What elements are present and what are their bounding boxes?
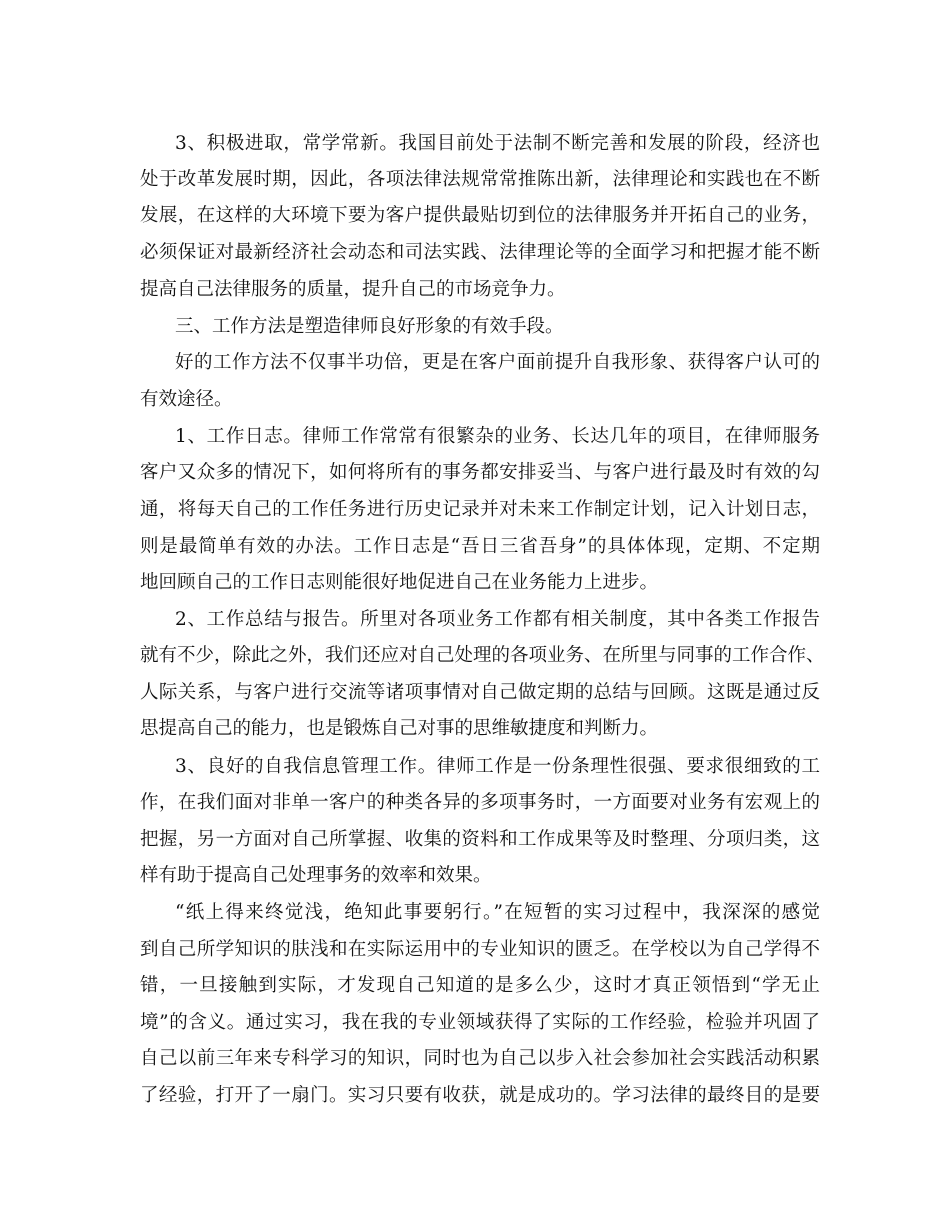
paragraph-line: 3、积极进取，常学常新。我国目前处于法制不断完善和发展的阶段，经济也	[175, 133, 820, 154]
paragraph-line: 有效途径。	[140, 389, 233, 410]
section-heading: 三、工作方法是塑造律师良好形象的有效手段。	[175, 316, 564, 337]
paragraph-line: “纸上得来终觉浅，绝知此事要躬行。”在短暂的实习过程中，我深深的感觉	[175, 902, 820, 923]
paragraph-line: 地回顾自己的工作日志则能很好地促进自己在业务能力上进步。	[140, 572, 659, 593]
paragraph-line: 好的工作方法不仅事半功倍，更是在客户面前提升自我形象、获得客户认可的	[175, 352, 820, 373]
paragraph-line: 通，将每天自己的工作任务进行历史记录并对未来工作制定计划，记入计划日志，	[140, 499, 820, 520]
paragraph-line: 人际关系，与客户进行交流等诸项事情对自己做定期的总结与回顾。这既是通过反	[140, 682, 820, 703]
paragraph-line: 3、良好的自我信息管理工作。律师工作是一份条理性很强、要求很细致的工	[175, 756, 820, 777]
paragraph-line: 了经验，打开了一扇门。实习只要有收获，就是成功的。学习法律的最终目的是要	[140, 1085, 820, 1106]
paragraph-line: 2、工作总结与报告。所里对各项业务工作都有相关制度，其中各类工作报告	[175, 609, 820, 630]
paragraph-line: 自己以前三年来专科学习的知识，同时也为自己以步入社会参加社会实践活动积累	[140, 1048, 820, 1069]
paragraph-line: 作，在我们面对非单一客户的种类各异的多项事务时，一方面要对业务有宏观上的	[140, 792, 820, 813]
paragraph-line: 则是最简单有效的办法。工作日志是“吾日三省吾身”的具体体现，定期、不定期	[140, 536, 820, 557]
paragraph-line: 思提高自己的能力，也是锻炼自己对事的思维敏捷度和判断力。	[140, 718, 659, 739]
paragraph-line: 提高自己法律服务的质量，提升自己的市场竞争力。	[140, 279, 566, 300]
paragraph-line: 客户又众多的情况下，如何将所有的事务都安排妥当、与客户进行最及时有效的勾	[140, 462, 820, 483]
paragraph-line: 样有助于提高自己处理事务的效率和效果。	[140, 865, 492, 886]
paragraph-line: 1、工作日志。律师工作常常有很繁杂的业务、长达几年的项目，在律师服务	[175, 426, 820, 447]
paragraph-line: 发展，在这样的大环境下要为客户提供最贴切到位的法律服务并开拓自己的业务，	[140, 205, 820, 226]
paragraph-line: 错，一旦接触到实际，才发现自己知道的是多么少，这时才真正领悟到“学无止	[140, 975, 820, 996]
paragraph-line: 到自己所学知识的肤浅和在实际运用中的专业知识的匮乏。在学校以为自己学得不	[140, 939, 820, 960]
paragraph-line: 就有不少，除此之外，我们还应对自己处理的各项业务、在所里与同事的工作合作、	[140, 645, 825, 666]
paragraph-line: 处于改革发展时期，因此，各项法律法规常常推陈出新，法律理论和实践也在不断	[140, 169, 820, 190]
paragraph-line: 必须保证对最新经济社会动态和司法实践、法律理论等的全面学习和把握才能不断	[140, 242, 820, 263]
paragraph-line: 把握，另一方面对自己所掌握、收集的资料和工作成果等及时整理、分项归类，这	[140, 829, 820, 850]
paragraph-line: 境”的含义。通过实习，我在我的专业领域获得了实际的工作经验，检验并巩固了	[140, 1012, 820, 1033]
